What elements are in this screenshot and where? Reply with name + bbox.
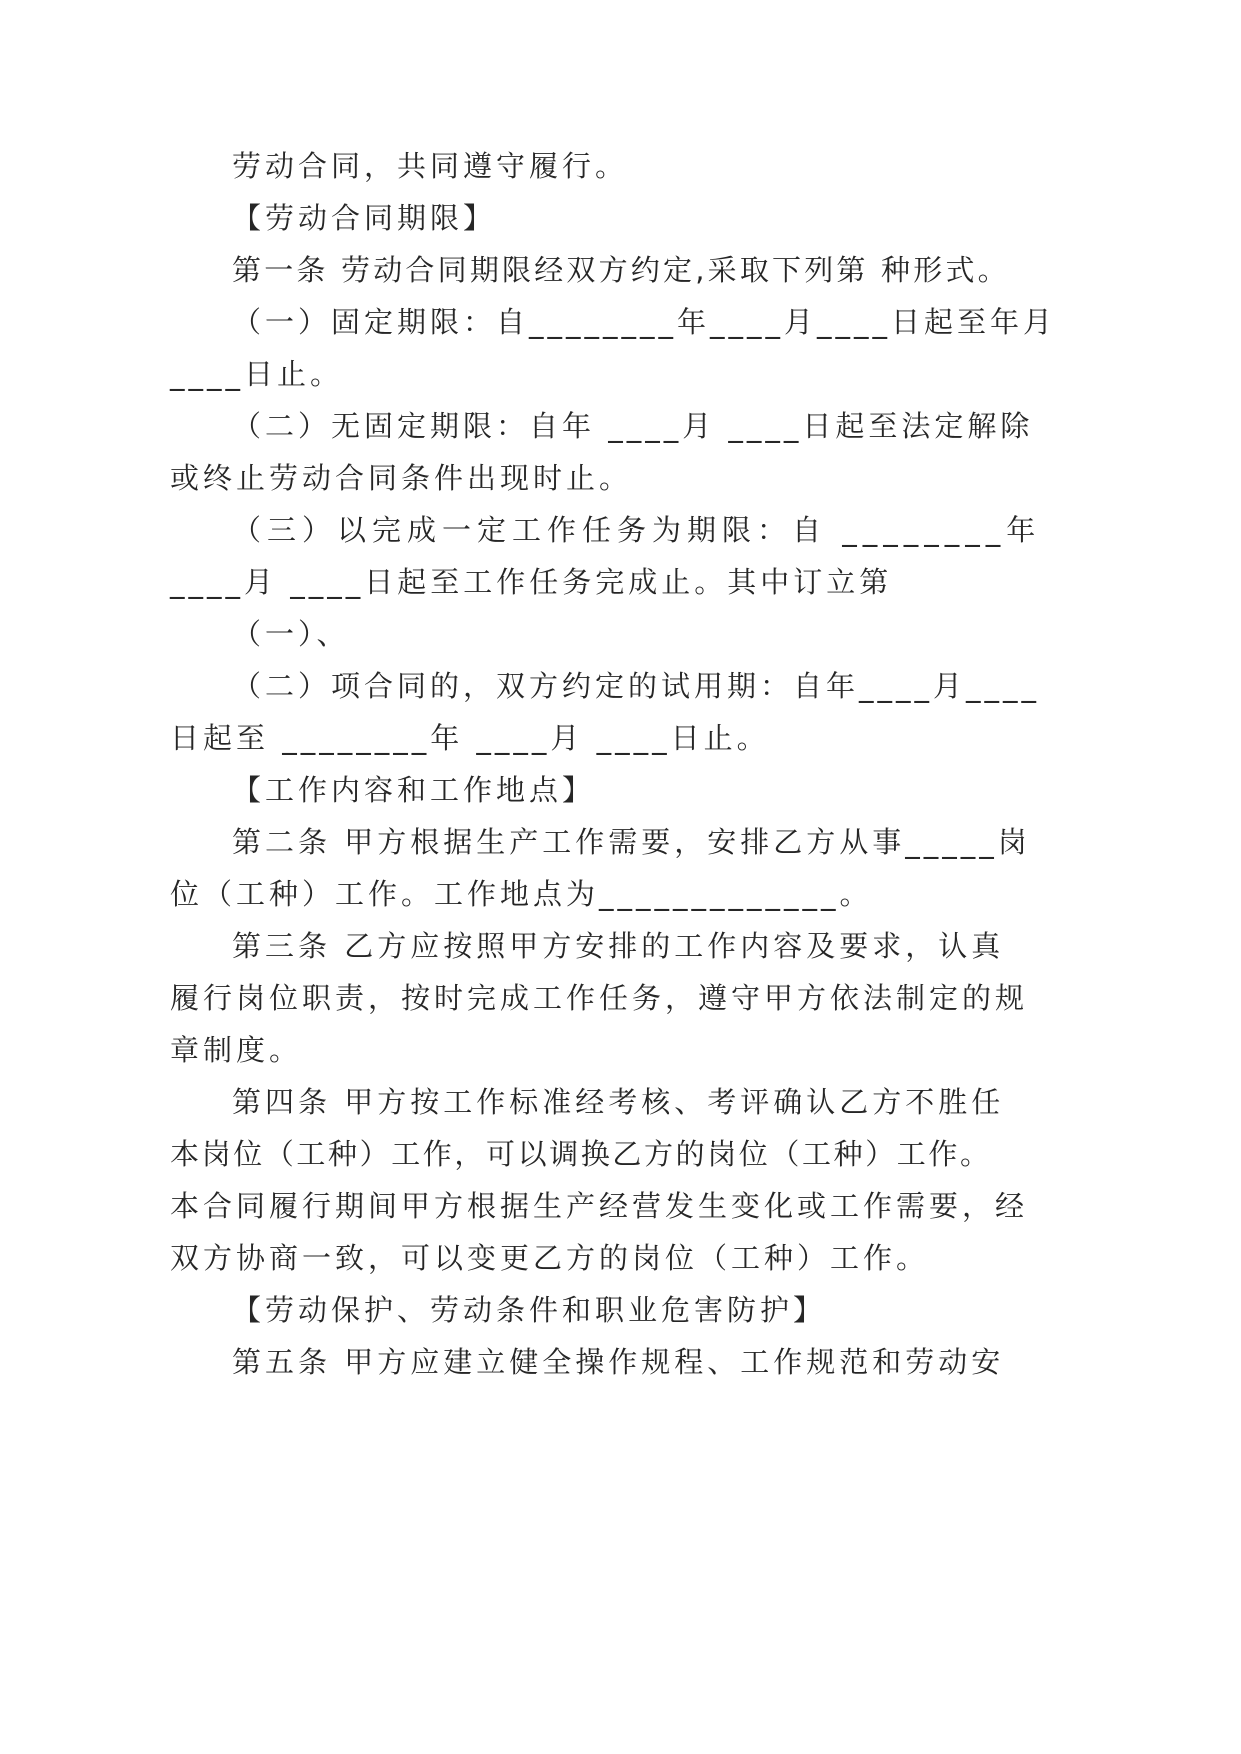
article-2-line-2: 位（工种）工作。工作地点为_____________。	[170, 877, 873, 911]
article-1-line-1: 第一条 劳动合同期限经双方约定,采取下列第 种形式。	[232, 253, 1010, 287]
open-term-line-1: （二）无固定期限：自年 ____月 ____日起至法定解除	[232, 409, 1034, 443]
article-3-line-1: 第三条 乙方应按照甲方安排的工作内容及要求，认真	[232, 929, 1005, 963]
section-heading-labor-protection: 【劳动保护、劳动条件和职业危害防护】	[232, 1293, 827, 1327]
article-5-line-1: 第五条 甲方应建立健全操作规程、工作规范和劳动安	[232, 1345, 1005, 1379]
article-4-line-1: 第四条 甲方按工作标准经考核、考评确认乙方不胜任	[232, 1085, 1005, 1119]
section-heading-work-content: 【工作内容和工作地点】	[232, 773, 596, 807]
probation-line-1: （二）项合同的，双方约定的试用期：自年____月____	[232, 669, 1041, 703]
section-heading-contract-term: 【劳动合同期限】	[232, 201, 497, 235]
article-4-line-4: 双方协商一致，可以变更乙方的岗位（工种）工作。	[170, 1241, 930, 1275]
article-4-line-3: 本合同履行期间甲方根据生产经营发生变化或工作需要，经	[170, 1189, 1029, 1223]
text-line-1: 劳动合同，共同遵守履行。	[232, 149, 629, 183]
article-3-line-2: 履行岗位职责，按时完成工作任务，遵守甲方依法制定的规	[170, 981, 1029, 1015]
task-term-line-1: （三）以完成一定工作任务为期限：自 ________年	[232, 513, 1042, 547]
article-2-line-1: 第二条 甲方根据生产工作需要，安排乙方从事_____岗	[232, 825, 1031, 859]
fixed-term-line-2: ____日止。	[170, 357, 344, 391]
fixed-term-line-1: （一）固定期限：自________年____月____日起至年月	[232, 305, 1057, 339]
open-term-line-2: 或终止劳动合同条件出现时止。	[170, 461, 633, 495]
article-3-line-3: 章制度。	[170, 1033, 303, 1067]
probation-line-2: 日起至 ________年 ____月 ____日止。	[170, 721, 770, 755]
article-4-line-2: 本岗位（工种）工作，可以调换乙方的岗位（工种）工作。	[170, 1137, 992, 1171]
item-one-line: （一）、	[232, 617, 350, 651]
task-term-line-2: ____月 ____日起至工作任务完成止。其中订立第	[170, 565, 893, 599]
